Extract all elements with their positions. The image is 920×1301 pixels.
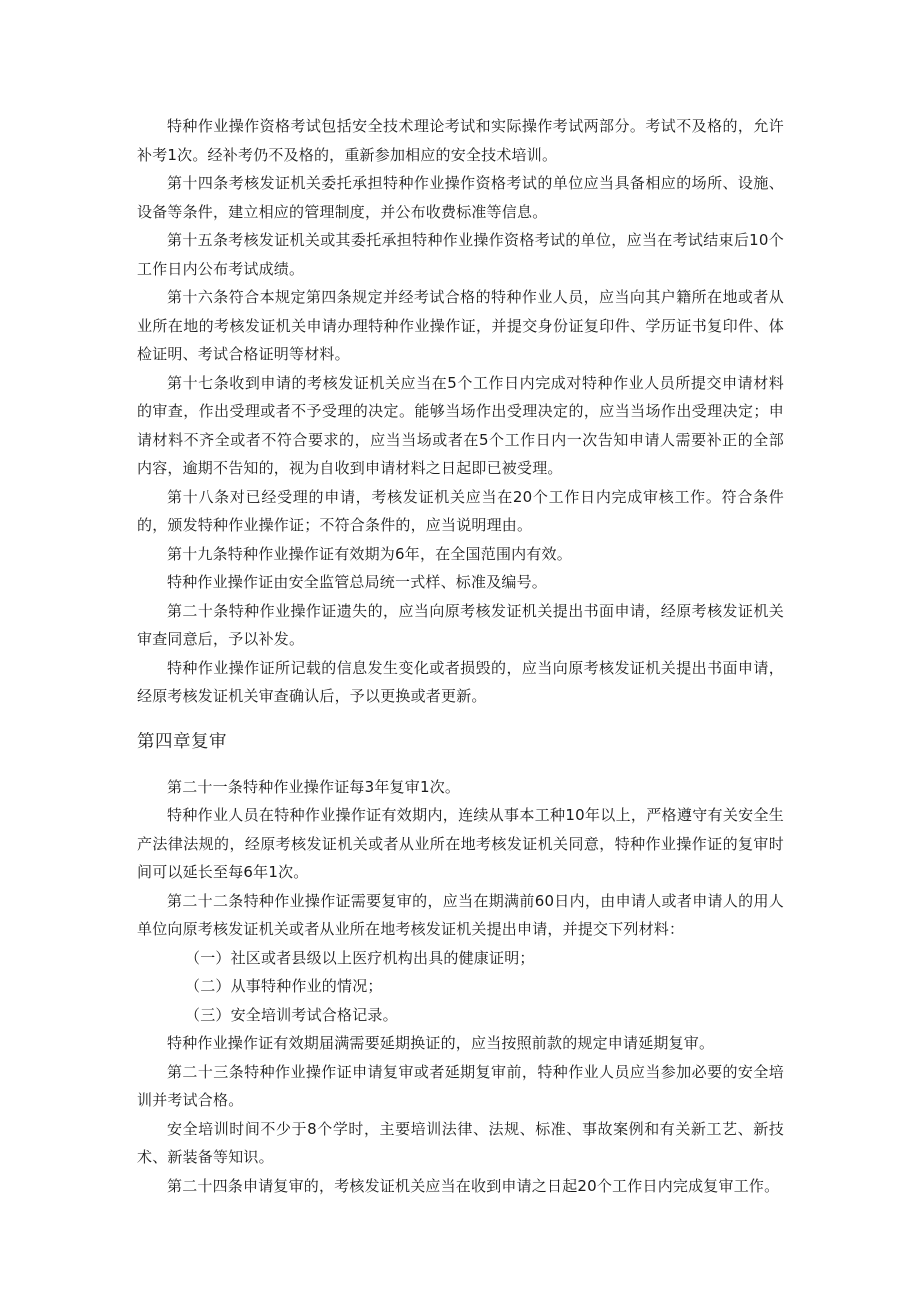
paragraph: 第十七条收到申请的考核发证机关应当在5个工作日内完成对特种作业人员所提交申请材料的审查，作出受理或者不予受理的决定。能够当场作出受理决定的，应当当场作出受理决定；申请材料不齐全或者不符合要求的，应当当场或者在5个工作日内一次告知申请人需要补正的全部内容，逾期不告知的，视为自收到申请材料之日起即已被受理。 <box>137 373 784 477</box>
paragraph: 第十八条对已经受理的申请，考核发证机关应当在20个工作日内完成审核工作。符合条件的，颁发特种作业操作证；不符合条件的，应当说明理由。 <box>137 487 784 534</box>
paragraph: 特种作业人员在特种作业操作证有效期内，连续从事本工种10年以上，严格遵守有关安全生产法律法规的，经原考核发证机关或者从业所在地考核发证机关同意，特种作业操作证的复审时间可以延长至每6年1次。 <box>137 806 784 881</box>
paragraph: 特种作业操作资格考试包括安全技术理论考试和实际操作考试两部分。考试不及格的，允许补考1次。经补考仍不及格的，重新参加相应的安全技术培训。 <box>137 117 784 164</box>
paragraph: 第二十四条申请复审的，考核发证机关应当在收到申请之日起20个工作日内完成复审工作。 <box>167 1176 780 1195</box>
chapter-heading: 第四章复审 <box>137 731 227 752</box>
paragraph: 第二十条特种作业操作证遗失的，应当向原考核发证机关提出书面申请，经原考核发证机关审查同意后，予以补发。 <box>137 601 784 648</box>
paragraph: 第十五条考核发证机关或其委托承担特种作业操作资格考试的单位，应当在考试结束后10个工作日内公布考试成绩。 <box>137 231 784 278</box>
paragraph: 第二十三条特种作业操作证申请复审或者延期复审前，特种作业人员应当参加必要的安全培训并考试合格。 <box>137 1062 784 1109</box>
paragraph: 特种作业操作证所记载的信息发生变化或者损毁的，应当向原考核发证机关提出书面申请，经原考核发证机关审查确认后，予以更换或者更新。 <box>137 658 784 705</box>
paragraph: 特种作业操作证有效期届满需要延期换证的，应当按照前款的规定申请延期复审。 <box>167 1034 715 1052</box>
paragraph: 特种作业操作证由安全监管总局统一式样、标准及编号。 <box>167 573 548 591</box>
list-item: （三）安全培训考试合格记录。 <box>185 1005 398 1024</box>
paragraph: 第二十一条特种作业操作证每3年复审1次。 <box>167 777 461 796</box>
document-body <box>137 112 784 1200</box>
list-item: （一）社区或者县级以上医疗机构出具的健康证明； <box>185 948 535 967</box>
paragraph: 第十九条特种作业操作证有效期为6年，在全国范围内有效。 <box>167 544 572 563</box>
paragraph: 第十六条符合本规定第四条规定并经考试合格的特种作业人员，应当向其户籍所在地或者从业所在地的考核发证机关申请办理特种作业操作证，并提交身份证复印件、学历证书复印件、体检证明、考试合格证明等材料。 <box>137 288 784 363</box>
paragraph: 第十四条考核发证机关委托承担特种作业操作资格考试的单位应当具备相应的场所、设施、设备等条件，建立相应的管理制度，并公布收费标准等信息。 <box>137 174 784 221</box>
paragraph: 第二十二条特种作业操作证需要复审的，应当在期满前60日内，由申请人或者申请人的用人单位向原考核发证机关或者从业所在地考核发证机关提出申请，并提交下列材料： <box>137 891 784 938</box>
list-item: （二）从事特种作业的情况； <box>185 977 383 995</box>
paragraph: 安全培训时间不少于8个学时，主要培训法律、法规、标准、事故案例和有关新工艺、新技术、新装备等知识。 <box>137 1119 784 1166</box>
